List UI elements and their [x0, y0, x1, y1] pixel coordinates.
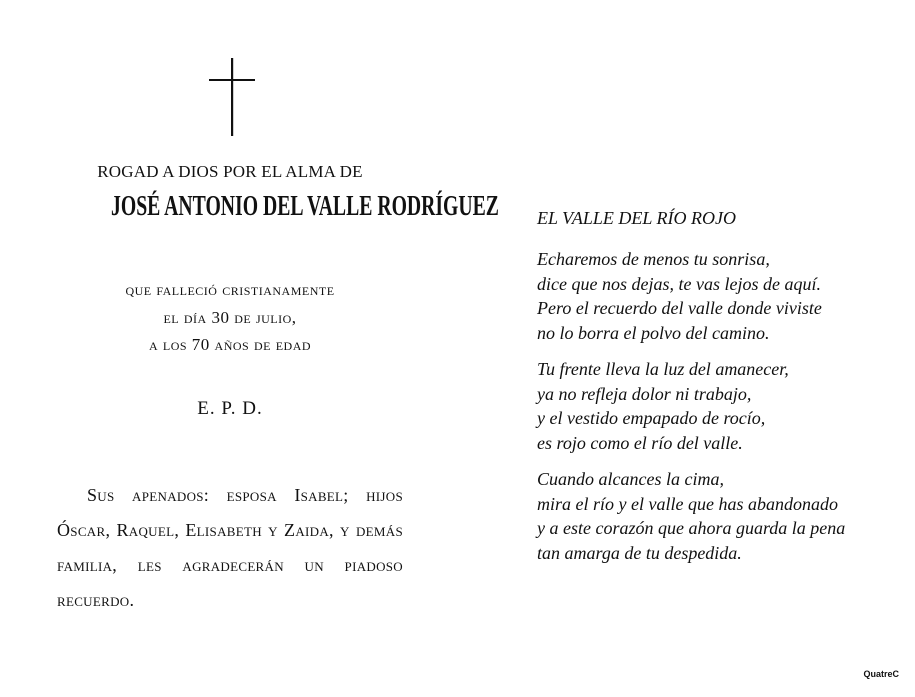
- printer-mark: QuatreC: [863, 669, 899, 679]
- poem-stanza: [537, 467, 897, 565]
- poem-line: dice que nos dejas, te vas lejos de aquí.: [537, 273, 821, 294]
- poem-line: no lo borra el polvo del camino.: [537, 322, 770, 343]
- mourners-paragraph: Sus apenados: esposa Isabel; hijos Óscar, Raquel, Elisabeth y Zaida, y demás familia, les agradecerán un piadoso recuerdo.: [57, 485, 403, 610]
- poem-line: tan amarga de tu despedida.: [537, 542, 742, 563]
- poem-line: y a este corazón que ahora guarda la pena: [537, 518, 846, 538]
- poem-line: Pero el recuerdo del valle donde viviste: [537, 298, 822, 318]
- death-line: que falleció cristianamente: [125, 280, 335, 299]
- death-details: [57, 276, 403, 359]
- death-line: el día 30 de julio,: [163, 307, 297, 327]
- rip-text: E. P. D.: [197, 398, 263, 419]
- poem-line: ya no refleja dolor ni trabajo,: [537, 383, 752, 404]
- death-line: a los 70 años de edad: [148, 335, 312, 354]
- cross-icon: [207, 58, 257, 136]
- deceased-name: JOSÉ ANTONIO DEL VALLE RODRÍGUEZ: [111, 190, 499, 222]
- invocation-text: ROGAD A DIOS POR EL ALMA DE: [97, 162, 363, 181]
- poem-title: EL VALLE DEL RÍO ROJO: [537, 208, 737, 228]
- poem-stanza: [537, 357, 897, 455]
- poem: [537, 208, 897, 577]
- poem-line: es rojo como el río del valle.: [537, 432, 743, 453]
- poem-line: Echaremos de menos tu sonrisa,: [537, 249, 770, 269]
- poem-stanza: [537, 247, 897, 345]
- poem-line: Tu frente lleva la luz del amanecer,: [537, 359, 789, 379]
- poem-line: y el vestido empapado de rocío,: [537, 408, 766, 428]
- poem-line: mira el río y el valle que has abandonado: [537, 493, 838, 514]
- poem-line: Cuando alcances la cima,: [537, 469, 724, 489]
